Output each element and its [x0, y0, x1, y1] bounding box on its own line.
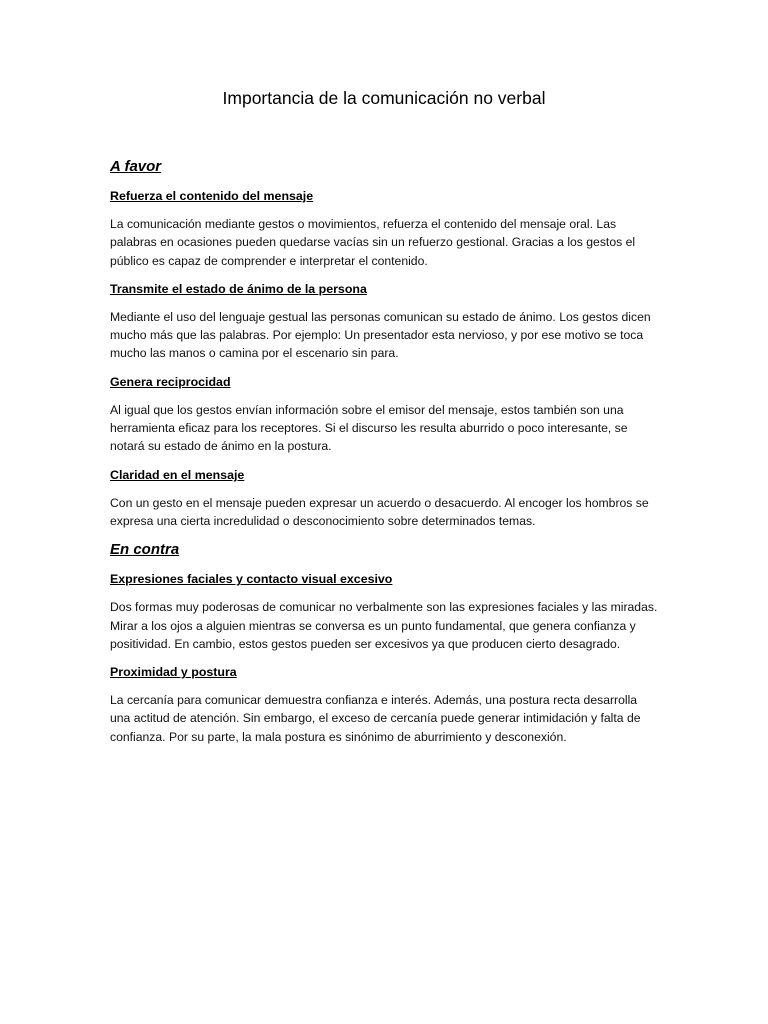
subheading-transmite: Transmite el estado de ánimo de la persona — [110, 281, 367, 296]
subheading-refuerza: Refuerza el contenido del mensaje — [110, 189, 314, 203]
document-content — [110, 86, 658, 756]
paragraph-transmite: Mediante el uso del lenguaje gestual las personas comunican su estado de ánimo. Los gestos dicen mucho más que las palabras. Por ejemplo: Un presentador esta nervioso, y por ese motivo se toca mucho las manos o camina por el escenario sin para. — [110, 309, 651, 361]
paragraph-expresiones: Dos formas muy poderosas de comunicar no verbalmente son las expresiones faciales y las miradas. Mirar a los ojos a alguien mientras se conversa es un punto fundamental, que genera confianza y positividad. En cambio, estos gestos pueden ser excesivos ya que producen cierto desagrado. — [110, 600, 658, 651]
paragraph-claridad: Con un gesto en el mensaje pueden expresar un acuerdo o desacuerdo. Al encoger los hombros se expresa una cierta incredulidad o desconocimiento sobre determinados temas. — [110, 495, 649, 528]
paragraph-proximidad: La cercanía para comunicar demuestra confianza e interés. Además, una postura recta desarrolla una actitud de atención. Sin embargo, el exceso de cercanía puede generar intimidación y falta de confianza. Por su parte, la mala postura es sinónimo de aburrimiento y desconexión. — [110, 693, 641, 744]
subheading-claridad: Claridad en el mensaje — [110, 467, 245, 482]
subheading-expresiones: Expresiones faciales y contacto visual excesivo — [110, 572, 393, 587]
subheading-proximidad: Proximidad y postura — [110, 665, 237, 680]
section-heading-en-contra: En contra — [110, 541, 180, 559]
document-title: Importancia de la comunicación no verbal — [222, 88, 546, 108]
subheading-reciprocidad: Genera reciprocidad — [110, 374, 231, 389]
paragraph-reciprocidad: Al igual que los gestos envían información sobre el emisor del mensaje, estos también son una herramienta eficaz para los receptores. Si el discurso les resulta aburrido o poco interesante, se notará su estado de ánimo en la postura. — [110, 402, 628, 454]
paragraph-refuerza: La comunicación mediante gestos o movimientos, refuerza el contenido del mensaje oral. Las palabras en ocasiones pueden quedarse vacías sin un refuerzo gestional. Gracias a los gestos el público es capaz de comprender e interpretar el contenido. — [110, 217, 636, 268]
section-heading-a-favor: A favor — [110, 158, 162, 175]
